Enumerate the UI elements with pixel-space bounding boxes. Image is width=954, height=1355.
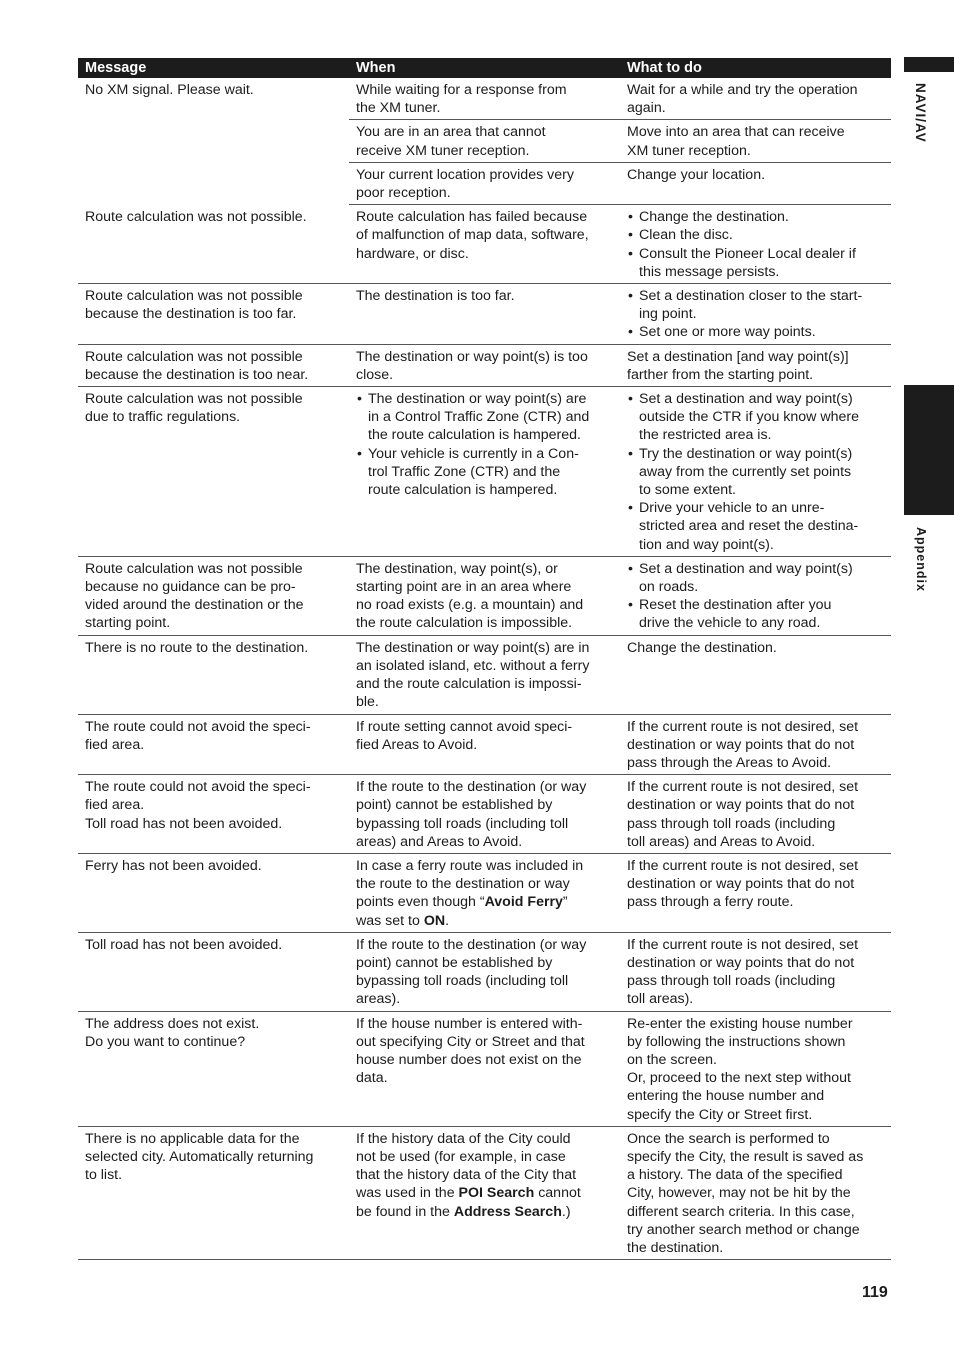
text-line: [356, 1203, 614, 1221]
text-segment: cannot: [534, 1185, 581, 1202]
what-to-do-cell: [620, 344, 891, 386]
table-row: [78, 162, 891, 204]
text-line: try another search method or change: [627, 1221, 860, 1238]
text-line: Set a destination [and way point(s)]: [627, 348, 849, 365]
message-cell: [78, 344, 349, 386]
text-line: • Set a destination and way point(s): [639, 391, 853, 408]
text-line: because the destination is too near.: [85, 366, 309, 383]
text-segment: that the history data of the City that: [356, 1167, 577, 1184]
text-line: Route calculation was not possible: [85, 288, 303, 305]
text-line: pass through toll roads (including: [627, 973, 836, 990]
text-line: [356, 1184, 614, 1202]
text-line: again.: [627, 100, 666, 117]
what-to-do-cell: [620, 162, 891, 204]
text-segment: points even though “: [356, 894, 485, 911]
text-line: City, however, may not be hit by the: [627, 1185, 851, 1202]
text-segment: the route to the destination or way: [356, 876, 570, 893]
text-line: Change the destination.: [627, 639, 777, 656]
bold-term: POI Search: [458, 1185, 535, 1202]
message-cell: [78, 635, 349, 714]
table-row: [78, 284, 891, 345]
when-cell: [349, 635, 620, 714]
message-cell: [78, 78, 349, 120]
table-row: [78, 775, 891, 854]
bullet-item: [627, 390, 885, 445]
text-line: by following the instructions shown: [627, 1033, 846, 1050]
text-line: Move into an area that can receive: [627, 124, 845, 141]
what-to-do-cell: [620, 775, 891, 854]
text-line: pass through toll roads (including: [627, 815, 836, 832]
bold-term: Avoid Ferry: [484, 894, 563, 911]
text-line: • Consult the Pioneer Local dealer if: [639, 245, 856, 262]
when-cell: [349, 78, 620, 120]
what-to-do-cell: [620, 387, 891, 557]
text-line: on the screen.: [627, 1051, 717, 1068]
text-line: Or, proceed to the next step without: [627, 1070, 851, 1087]
text-line: bypassing toll roads (including toll: [356, 973, 569, 990]
text-line: the XM tuner.: [356, 100, 441, 117]
text-line: farther from the starting point.: [627, 366, 814, 383]
text-line: [356, 893, 614, 911]
bullet-item: [356, 390, 614, 445]
text-line: Route calculation was not possible: [85, 560, 303, 577]
bullet-item: [356, 445, 614, 500]
text-line: the route calculation is impossible.: [356, 615, 573, 632]
text-segment: If the history data of the City could: [356, 1130, 571, 1147]
text-line: tion and way point(s).: [639, 536, 774, 553]
text-line: hardware, or disc.: [356, 245, 469, 262]
what-to-do-cell: [620, 853, 891, 932]
bullet-item: [627, 323, 885, 341]
text-line: Toll road has not been avoided.: [85, 815, 283, 832]
what-to-do-cell: [620, 120, 891, 162]
bullet-item: [627, 287, 885, 323]
text-line: specify the City, the result is saved as: [627, 1148, 864, 1165]
text-line: poor reception.: [356, 185, 451, 202]
text-line: If the current route is not desired, set: [627, 718, 859, 735]
when-cell: [349, 932, 620, 1011]
text-segment: was used in the: [356, 1185, 459, 1202]
text-line: fied area.: [85, 797, 145, 814]
bullet-item: [627, 445, 885, 500]
text-line: pass through a ferry route.: [627, 894, 794, 911]
when-cell: [349, 387, 620, 557]
text-segment: not be used (for example, in case: [356, 1148, 566, 1165]
text-line: pass through the Areas to Avoid.: [627, 754, 832, 771]
text-line: Re-enter the existing house number: [627, 1015, 853, 1032]
message-cell: [78, 853, 349, 932]
message-cell: [78, 1126, 349, 1259]
text-line: outside the CTR if you know where: [639, 409, 860, 426]
text-line: If the route to the destination (or way: [356, 779, 587, 796]
text-segment: .: [445, 912, 450, 929]
text-line: stricted area and reset the destina-: [639, 518, 859, 535]
what-to-do-cell: [620, 714, 891, 775]
text-line: • Set a destination and way point(s): [639, 560, 853, 577]
text-line: out specifying City or Street and that: [356, 1033, 585, 1050]
message-cell: [78, 120, 349, 162]
column-header-what-to-do: What to do: [620, 58, 891, 78]
text-line: The route could not avoid the speci-: [85, 718, 311, 735]
text-line: [356, 1130, 614, 1148]
text-line: starting point are in an area where: [356, 579, 572, 596]
bullet-item: [627, 596, 885, 632]
what-to-do-cell: [620, 556, 891, 635]
text-line: the restricted area is.: [639, 427, 772, 444]
text-line: • Drive your vehicle to an unre-: [639, 500, 825, 517]
section-tab-marker: [904, 57, 954, 72]
text-line: • Change the destination.: [639, 209, 789, 226]
table-body: [78, 78, 891, 1260]
message-cell: [78, 714, 349, 775]
bold-term: ON: [423, 912, 446, 929]
text-line: different search criteria. In this case,: [627, 1203, 855, 1220]
message-cell: [78, 205, 349, 284]
text-line: Your current location provides very: [356, 166, 574, 183]
table-row: [78, 932, 891, 1011]
text-line: bypassing toll roads (including toll: [356, 815, 569, 832]
text-line: the destination.: [627, 1239, 724, 1256]
message-cell: [78, 932, 349, 1011]
table-row: [78, 853, 891, 932]
table-row: [78, 635, 891, 714]
text-line: The address does not exist.: [85, 1015, 260, 1032]
text-line: destination or way points that do not: [627, 954, 855, 971]
text-line: If the current route is not desired, set: [627, 779, 859, 796]
text-line: If the route to the destination (or way: [356, 936, 587, 953]
text-line: specify the City or Street first.: [627, 1106, 813, 1123]
text-line: The destination is too far.: [356, 288, 515, 305]
text-segment: was set to: [356, 912, 424, 929]
text-line: Change your location.: [627, 166, 766, 183]
text-line: Do you want to continue?: [85, 1033, 246, 1050]
text-line: house number does not exist on the: [356, 1051, 582, 1068]
text-line: There is no route to the destination.: [85, 639, 309, 656]
text-line: If the house number is entered with-: [356, 1015, 583, 1032]
text-line: Route calculation was not possible.: [85, 208, 307, 225]
text-line: this message persists.: [639, 263, 780, 280]
table-row: [78, 78, 891, 120]
when-cell: [349, 344, 620, 386]
column-header-when: When: [349, 58, 620, 78]
when-cell: [349, 162, 620, 204]
text-line: a history. The data of the specified: [627, 1167, 843, 1184]
text-line: fied area.: [85, 736, 145, 753]
text-line: Wait for a while and try the operation: [627, 82, 858, 98]
text-line: [356, 1166, 614, 1184]
when-cell: [349, 284, 620, 345]
bold-term: Address Search: [453, 1203, 562, 1220]
when-cell: [349, 714, 620, 775]
text-line: toll areas) and Areas to Avoid.: [627, 833, 816, 850]
text-line: areas).: [356, 991, 401, 1008]
table-row: [78, 714, 891, 775]
text-line: selected city. Automatically returning: [85, 1148, 314, 1165]
text-line: data.: [356, 1070, 388, 1087]
text-line: destination or way points that do not: [627, 797, 855, 814]
text-line: Toll road has not been avoided.: [85, 936, 283, 953]
text-line: Route calculation was not possible: [85, 391, 303, 408]
text-line: • Reset the destination after you: [639, 597, 832, 614]
text-line: to list.: [85, 1167, 123, 1184]
appendix-tab-label: Appendix: [914, 527, 928, 592]
text-line: fied Areas to Avoid.: [356, 736, 478, 753]
text-line: [356, 912, 614, 930]
bullet-item: [627, 226, 885, 244]
text-line: vided around the destination or the: [85, 597, 304, 614]
table-row: [78, 120, 891, 162]
when-cell: [349, 1011, 620, 1126]
what-to-do-cell: [620, 1126, 891, 1259]
text-line: because no guidance can be pro-: [85, 579, 296, 596]
what-to-do-cell: [620, 932, 891, 1011]
error-message-table: [78, 58, 891, 1260]
when-cell: [349, 1126, 620, 1259]
text-line: to some extent.: [639, 482, 736, 499]
text-line: close.: [356, 366, 394, 383]
text-line: away from the currently set points: [639, 463, 852, 480]
text-line: drive the vehicle to any road.: [639, 615, 821, 632]
when-cell: [349, 853, 620, 932]
text-line: of malfunction of map data, software,: [356, 227, 589, 244]
text-line: receive XM tuner reception.: [356, 142, 530, 159]
text-line: due to traffic regulations.: [85, 409, 241, 426]
text-line: because the destination is too far.: [85, 306, 297, 323]
bullet-item: [627, 245, 885, 281]
page-number: 119: [862, 1284, 888, 1301]
text-line: Once the search is performed to: [627, 1130, 830, 1147]
text-line: [356, 875, 614, 893]
table-row: [78, 205, 891, 284]
text-line: • Set one or more way points.: [639, 324, 816, 341]
text-segment: ”: [562, 894, 568, 911]
text-line: ble.: [356, 694, 379, 711]
text-segment: .): [561, 1203, 571, 1220]
message-cell: [78, 556, 349, 635]
text-line: • Set a destination closer to the start-: [639, 288, 863, 305]
table-header-row: [78, 58, 891, 78]
text-line: in a Control Traffic Zone (CTR) and: [368, 409, 590, 426]
text-line: There is no applicable data for the: [85, 1130, 300, 1147]
message-cell: [78, 1011, 349, 1126]
text-line: areas) and Areas to Avoid.: [356, 833, 523, 850]
table-row: [78, 1011, 891, 1126]
text-line: • The destination or way point(s) are: [368, 391, 587, 408]
text-line: trol Traffic Zone (CTR) and the: [368, 463, 561, 480]
bullet-item: [627, 208, 885, 226]
text-line: [356, 857, 614, 875]
text-line: The destination or way point(s) is too: [356, 348, 588, 365]
table-row: [78, 556, 891, 635]
section-tab-label: NAVI/AV: [913, 83, 928, 143]
text-line: and the route calculation is impossi-: [356, 676, 582, 693]
text-segment: be found in the: [356, 1203, 454, 1220]
message-cell: [78, 387, 349, 557]
what-to-do-cell: [620, 284, 891, 345]
text-line: Ferry has not been avoided.: [85, 857, 262, 874]
text-line: Route calculation was not possible: [85, 348, 303, 365]
text-line: If route setting cannot avoid speci-: [356, 718, 573, 735]
appendix-tab-marker: [904, 385, 954, 515]
text-line: • Your vehicle is currently in a Con-: [368, 445, 579, 462]
text-line: Route calculation has failed because: [356, 209, 588, 226]
text-line: While waiting for a response from: [356, 82, 567, 98]
text-line: ing point.: [639, 306, 697, 323]
table-row: [78, 387, 891, 557]
text-line: entering the house number and: [627, 1088, 825, 1105]
text-line: point) cannot be established by: [356, 954, 553, 971]
what-to-do-cell: [620, 205, 891, 284]
message-cell: [78, 162, 349, 204]
bullet-item: [627, 499, 885, 554]
when-cell: [349, 120, 620, 162]
when-cell: [349, 556, 620, 635]
text-line: the route calculation is hampered.: [368, 427, 581, 444]
when-cell: [349, 205, 620, 284]
text-line: The route could not avoid the speci-: [85, 779, 311, 796]
text-line: [356, 1148, 614, 1166]
text-line: an isolated island, etc. without a ferry: [356, 657, 590, 674]
column-header-message: Message: [78, 58, 349, 78]
text-line: XM tuner reception.: [627, 142, 751, 159]
text-line: route calculation is hampered.: [368, 482, 558, 499]
message-cell: [78, 284, 349, 345]
text-segment: In case a ferry route was included in: [356, 857, 584, 874]
message-cell: [78, 775, 349, 854]
bullet-item: [627, 560, 885, 596]
text-line: If the current route is not desired, set: [627, 857, 859, 874]
text-line: point) cannot be established by: [356, 797, 553, 814]
text-line: The destination or way point(s) are in: [356, 639, 590, 656]
text-line: starting point.: [85, 615, 171, 632]
when-cell: [349, 775, 620, 854]
table-row: [78, 344, 891, 386]
table-row: [78, 1126, 891, 1259]
what-to-do-cell: [620, 78, 891, 120]
what-to-do-cell: [620, 635, 891, 714]
what-to-do-cell: [620, 1011, 891, 1126]
text-line: You are in an area that cannot: [356, 124, 546, 141]
text-line: no road exists (e.g. a mountain) and: [356, 597, 584, 614]
text-line: No XM signal. Please wait.: [85, 82, 254, 98]
text-line: The destination, way point(s), or: [356, 560, 558, 577]
text-line: destination or way points that do not: [627, 876, 855, 893]
text-line: • Clean the disc.: [639, 227, 733, 244]
text-line: on roads.: [639, 579, 699, 596]
text-line: • Try the destination or way point(s): [639, 445, 853, 462]
text-line: destination or way points that do not: [627, 736, 855, 753]
text-line: If the current route is not desired, set: [627, 936, 859, 953]
text-line: toll areas).: [627, 991, 694, 1008]
